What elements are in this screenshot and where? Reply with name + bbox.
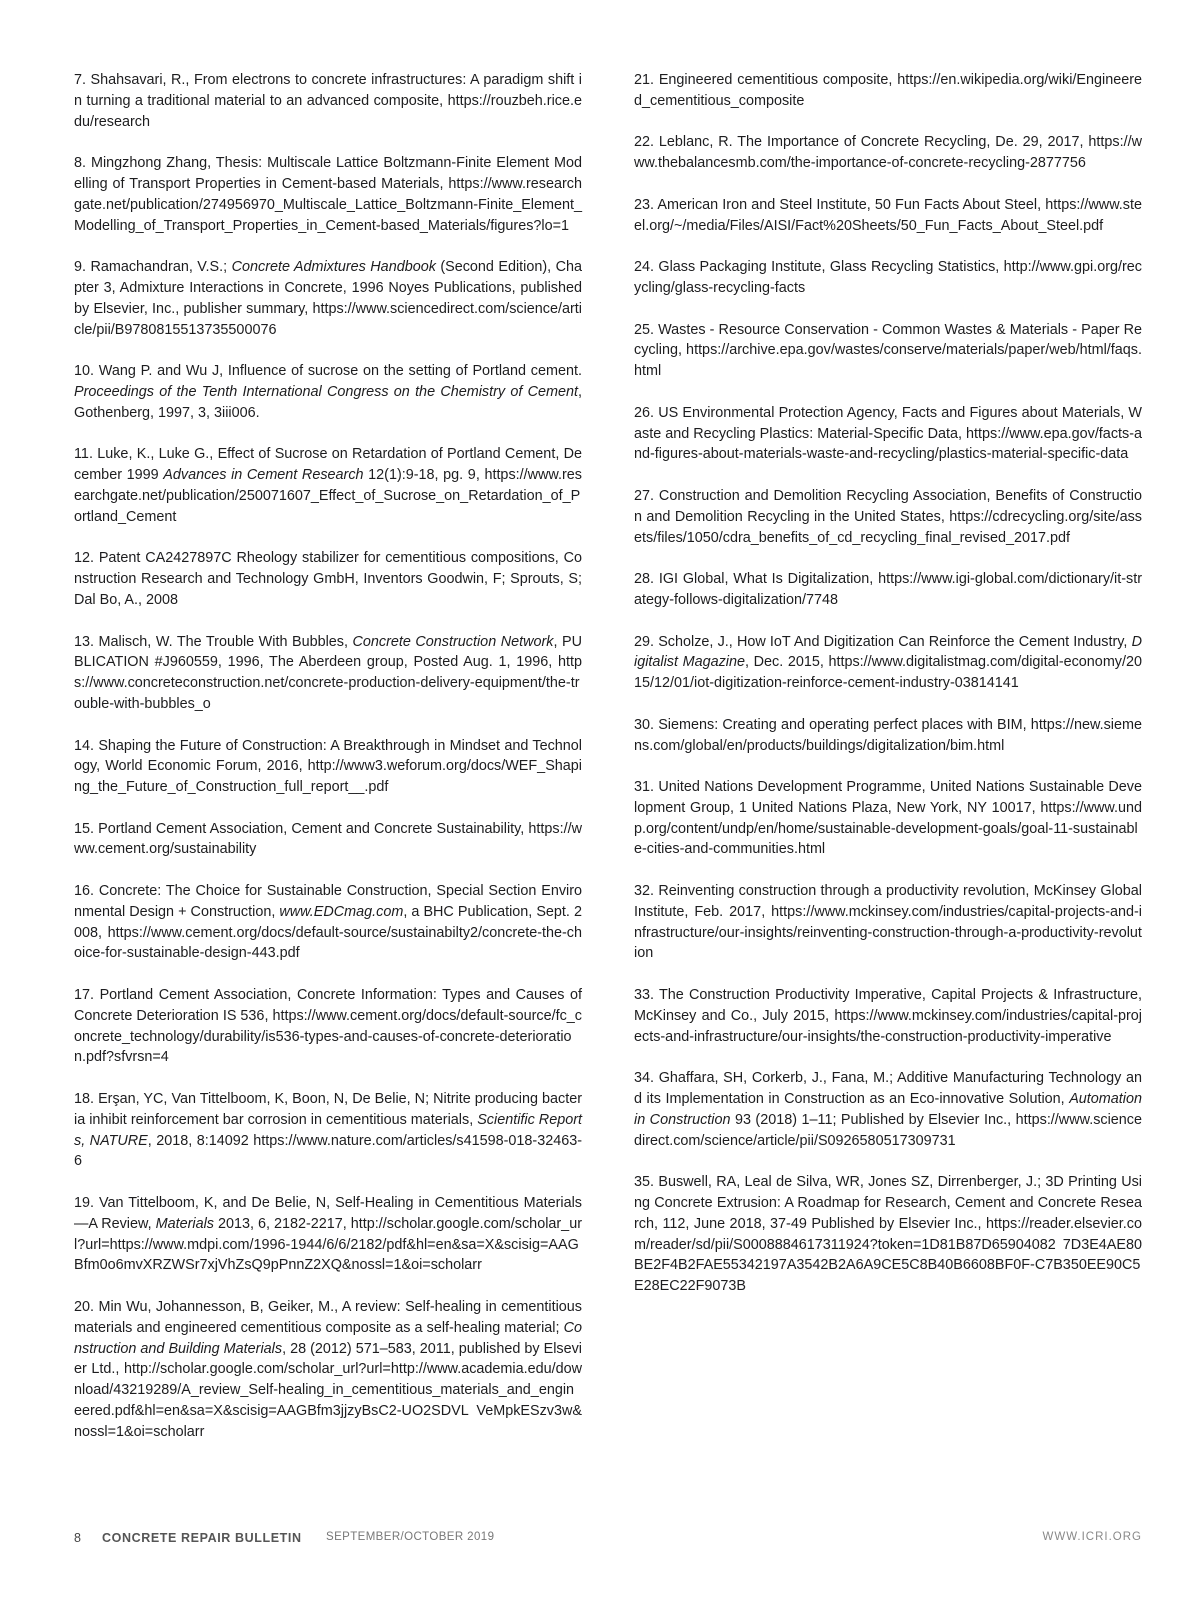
reference-text: Portland Cement Association, Cement and Concrete Sustainability, https://www.cement.org/sustainability	[74, 820, 582, 858]
reference-number: 17.	[74, 987, 95, 1004]
reference-number: 13.	[74, 633, 95, 650]
reference-entry	[74, 1089, 582, 1172]
reference-text: , PUBLICATION #J960559, 1996, The Aberdeen group, Posted Aug. 1, 1996, https://www.concreteconstruction.net/concrete-production-delivery-equipment/the-trouble-with-bubbles_o	[74, 633, 582, 712]
reference-text: Wastes - Resource Conservation - Common Wastes & Materials - Paper Recycling, https://archive.epa.gov/wastes/conserve/materials/paper/web/html/faqs.html	[634, 321, 1143, 380]
reference-entry	[634, 881, 1142, 964]
reference-text: Scholze, J., How IoT And Digitization Can Reinforce the Cement Industry,	[658, 633, 1132, 650]
reference-entry	[634, 1172, 1142, 1297]
reference-number: 29.	[634, 633, 655, 650]
reference-number: 25.	[634, 321, 655, 338]
reference-text: Luke, K., Luke G., Effect of Sucrose on Retardation of Portland Cement, December 1999	[74, 446, 582, 484]
reference-text: Erşan, YC, Van Tittelboom, K, Boon, N, De Belie, N; Nitrite producing bacteria inhibit reinforcement bar corrosion in cementitious materials,	[74, 1091, 582, 1128]
reference-text: , 2018, 8:14092 https://www.nature.com/articles/s41598-018-32463-6	[74, 1132, 583, 1170]
reference-title-italic: Concrete Admixtures Handbook	[231, 259, 436, 276]
reference-number: 16.	[74, 883, 95, 900]
reference-number: 12.	[74, 550, 95, 567]
reference-number: 35.	[634, 1174, 655, 1191]
reference-entry	[634, 320, 1142, 382]
reference-text: Siemens: Creating and operating perfect places with BIM, https://new.siemens.com/global/en/products/buildings/digitalization/bim.html	[634, 716, 1142, 754]
reference-entry	[74, 736, 582, 798]
reference-number: 8.	[74, 155, 87, 172]
reference-number: 32.	[634, 883, 655, 900]
reference-text: Engineered cementitious composite, https://en.wikipedia.org/wiki/Engineered_cementitious_composite	[634, 72, 1142, 109]
reference-entry	[74, 1193, 582, 1276]
reference-title-italic: Scientific Reports, NATURE	[74, 1111, 582, 1149]
reference-entry	[74, 1297, 582, 1443]
reference-text: 2013, 6, 2182-2217, http://scholar.google.com/scholar_url?url=https://www.mdpi.com/1996-1944/6/6/2182/pdf&hl=en&sa=X&scisig=AAGBfm0o6mvXRZWSr7xjVhZsQ9pPnnZ2XQ&nossl=1&oi=scholarr	[74, 1215, 582, 1274]
reference-number: 24.	[634, 259, 655, 276]
reference-text: , 28 (2012) 571–583, 2011, published by Elsevier Ltd., http://scholar.google.com/scholar_url?url=http://www.academia.edu/download/43219289/A_review_Self-healing_in_cementitious_materials_and_engineered.pdf&hl=en&sa=X&scisig=AAGBfm3jjzyBsC2-UO2SDVL VeMpkESzv3w&nossl=1&oi=scholarr	[74, 1340, 582, 1440]
reference-number: 20.	[74, 1299, 95, 1316]
reference-text: Construction and Demolition Recycling Association, Benefits of Construction and Demolition Recycling in the United States, https://cdrecycling.org/site/assets/files/1050/cdra_benefits_of_cd_recycling_final_revised_2017.pdf	[634, 487, 1142, 546]
reference-entry	[634, 257, 1142, 299]
reference-title-italic: Proceedings of the Tenth International Congress on the Chemistry of Cement	[74, 383, 578, 400]
reference-entry	[634, 132, 1142, 174]
reference-title-italic: Concrete Construction Network	[352, 633, 554, 650]
reference-text: American Iron and Steel Institute, 50 Fun Facts About Steel, https://www.steel.org/~/media/Files/AISI/Fact%20Sheets/50_Fun_Facts_About_Steel.pdf	[634, 196, 1142, 234]
page-number: 8	[74, 1531, 82, 1545]
reference-text: Mingzhong Zhang, Thesis: Multiscale Lattice Boltzmann-Finite Element Modelling of Transport Properties in Cement-based Materials, https://www.researchgate.net/publication/274956970_Multiscale_Lattice_Boltzmann-Finite_Element_Modelling_of_Transport_Properties_in_Cement-based_Materials/figures?lo=1	[74, 155, 583, 234]
publication-name: CONCRETE REPAIR BULLETIN	[102, 1531, 302, 1545]
reference-text: (Second Edition), Chapter 3, Admixture Interactions in Concrete, 1996 Noyes Publications, published by Elsevier, Inc., publisher summary, https://www.sciencedirect.com/science/article/pii/B9780815513735500076	[74, 259, 582, 338]
reference-entry	[634, 486, 1142, 548]
reference-entry	[74, 881, 582, 964]
reference-text: Glass Packaging Institute, Glass Recycling Statistics, http://www.gpi.org/recycling/glass-recycling-facts	[634, 259, 1142, 296]
reference-text: Shahsavari, R., From electrons to concrete infrastructures: A paradigm shift in turning a traditional material to an advanced composite, https://rouzbeh.rice.edu/research	[74, 72, 582, 130]
website-link[interactable]: WWW.ICRI.ORG	[1042, 1531, 1142, 1543]
reference-number: 30.	[634, 716, 655, 733]
reference-number: 34.	[634, 1070, 655, 1087]
reference-text: United Nations Development Programme, United Nations Sustainable Development Group, 1 United Nations Plaza, New York, NY 10017, https://www.undp.org/content/undp/en/home/sustainable-development-goals/goal-11-sustainable-cities-and-communities.html	[634, 779, 1143, 858]
reference-text: , Dec. 2015, https://www.digitalistmag.com/digital-economy/2015/12/01/iot-digitization-reinforce-cement-industry-03814141	[634, 654, 1143, 692]
reference-number: 33.	[634, 987, 655, 1004]
reference-text: Reinventing construction through a productivity revolution, McKinsey Global Institute, Feb. 2017, https://www.mckinsey.com/industries/capital-projects-and-infrastructure/our-insights/reinventing-construction-through-a-productivity-revolution	[634, 883, 1142, 962]
reference-number: 18.	[74, 1091, 95, 1108]
reference-text: Leblanc, R. The Importance of Concrete Recycling, De. 29, 2017, https://www.thebalancesmb.com/the-importance-of-concrete-recycling-2877756	[634, 134, 1143, 172]
reference-entry	[634, 195, 1142, 237]
reference-entry	[74, 819, 582, 861]
reference-number: 15.	[74, 820, 95, 837]
reference-text: Shaping the Future of Construction: A Breakthrough in Mindset and Technology, World Economic Forum, 2016, http://www3.weforum.org/docs/WEF_Shaping_the_Future_of_Construction_full_report__.pdf	[74, 737, 582, 796]
references-column-right	[634, 70, 1142, 1318]
reference-entry	[74, 153, 582, 236]
reference-title-italic: Advances in Cement Research	[163, 467, 364, 484]
issue-date: SEPTEMBER/OCTOBER 2019	[326, 1531, 495, 1543]
reference-text: Portland Cement Association, Concrete Information: Types and Causes of Concrete Deterioration IS 536, https://www.cement.org/docs/default-source/fc_concrete_technology/durability/is536-types-and-causes-of-concrete-deterioration.pdf?sfvrsn=4	[74, 987, 582, 1066]
reference-text: Buswell, RA, Leal de Silva, WR, Jones SZ, Dirrenberger, J.; 3D Printing Using Concrete Extrusion: A Roadmap for Research, Cement and Concrete Research, 112, June 2018, 37-49 Published by Elsevier Inc., https://reader.elsevier.com/reader/sd/pii/S0008884617311924?token=1D81B87D65904082 7D3E4AE80BE2F4B2FAE55342197A3542B2A6A9CE5C8B40B6608BF0F-C7B350EE90C5E28EC22F9073B	[634, 1174, 1143, 1295]
reference-text: Ghaffara, SH, Corkerb, J., Fana, M.; Additive Manufacturing Technology and its Implementation in Construction as an Eco-innovative Solution,	[634, 1070, 1142, 1108]
reference-text: US Environmental Protection Agency, Facts and Figures about Materials, Waste and Recycling Plastics: Material-Specific Data, https://www.epa.gov/facts-and-figures-about-materials-waste-and-recycling/plastics-material-specific-data	[634, 404, 1142, 463]
reference-entry	[634, 403, 1142, 465]
reference-number: 7.	[74, 72, 87, 88]
reference-text: , a BHC Publication, Sept. 2008, https://www.cement.org/docs/default-source/sustainabilty2/concrete-the-choice-for-sustainable-design-443.pdf	[74, 903, 582, 962]
reference-entry	[74, 548, 582, 610]
reference-entry	[74, 257, 582, 340]
reference-number: 23.	[634, 196, 655, 213]
reference-number: 9.	[74, 259, 87, 276]
reference-text: Van Tittelboom, K, and De Belie, N, Self-Healing in Cementitious Materials—A Review,	[74, 1195, 583, 1232]
reference-entry	[74, 632, 582, 715]
reference-entry	[74, 444, 582, 527]
reference-number: 19.	[74, 1195, 95, 1212]
reference-title-italic: Automation in Construction	[634, 1091, 1142, 1128]
reference-text: , Gothenberg, 1997, 3, 3iii006.	[74, 383, 582, 421]
reference-text: Patent CA2427897C Rheology stabilizer for cementitious compositions, Construction Research and Technology GmbH, Inventors Goodwin, F; Sprouts, S; Dal Bo, A., 2008	[74, 550, 583, 608]
reference-text: Concrete: The Choice for Sustainable Construction, Special Section Environmental Design + Construction,	[74, 883, 583, 920]
reference-title-italic: Digitalist Magazine	[634, 633, 1142, 671]
reference-number: 22.	[634, 134, 655, 151]
reference-entry	[74, 70, 582, 132]
page-footer	[74, 1531, 1142, 1551]
reference-number: 27.	[634, 487, 655, 504]
reference-entry	[74, 985, 582, 1068]
reference-text: Wang P. and Wu J, Influence of sucrose on the setting of Portland cement.	[98, 363, 582, 380]
references-column-left	[74, 70, 582, 1463]
reference-text: 93 (2018) 1–11; Published by Elsevier Inc., https://www.sciencedirect.com/science/article/pii/S0926580517309731	[634, 1111, 1142, 1149]
reference-title-italic: Construction and Building Materials	[74, 1319, 582, 1357]
reference-title-italic: www.EDCmag.com	[279, 903, 404, 920]
reference-number: 28.	[634, 571, 655, 588]
reference-number: 31.	[634, 779, 655, 796]
reference-text: Ramachandran, V.S.;	[90, 259, 232, 276]
reference-entry	[74, 361, 582, 423]
reference-entry	[634, 1068, 1142, 1151]
reference-number: 26.	[634, 404, 655, 421]
reference-entry	[634, 777, 1142, 860]
reference-number: 14.	[74, 737, 95, 754]
reference-entry	[634, 70, 1142, 112]
reference-text: Malisch, W. The Trouble With Bubbles,	[98, 633, 353, 650]
reference-number: 11.	[74, 446, 93, 463]
reference-text: Min Wu, Johannesson, B, Geiker, M., A review: Self-healing in cementitious materials and engineered cementitious composite as a self-healing material;	[74, 1299, 582, 1336]
reference-number: 21.	[634, 72, 655, 88]
reference-entry	[634, 569, 1142, 611]
reference-entry	[634, 985, 1142, 1047]
reference-number: 10.	[74, 363, 95, 380]
reference-title-italic: Materials	[155, 1215, 214, 1232]
reference-entry	[634, 632, 1142, 694]
reference-text: IGI Global, What Is Digitalization, https://www.igi-global.com/dictionary/it-strategy-follows-digitalization/7748	[634, 571, 1143, 608]
reference-text: 12(1):9-18, pg. 9, https://www.researchgate.net/publication/250071607_Effect_of_Sucrose_on_Retardation_of_Portland_Cement	[74, 467, 583, 525]
reference-text: The Construction Productivity Imperative, Capital Projects & Infrastructure, McKinsey and Co., July 2015, https://www.mckinsey.com/industries/capital-projects-and-infrastructure/our-insights/the-construction-productivity-imperative	[634, 987, 1142, 1045]
reference-entry	[634, 715, 1142, 757]
